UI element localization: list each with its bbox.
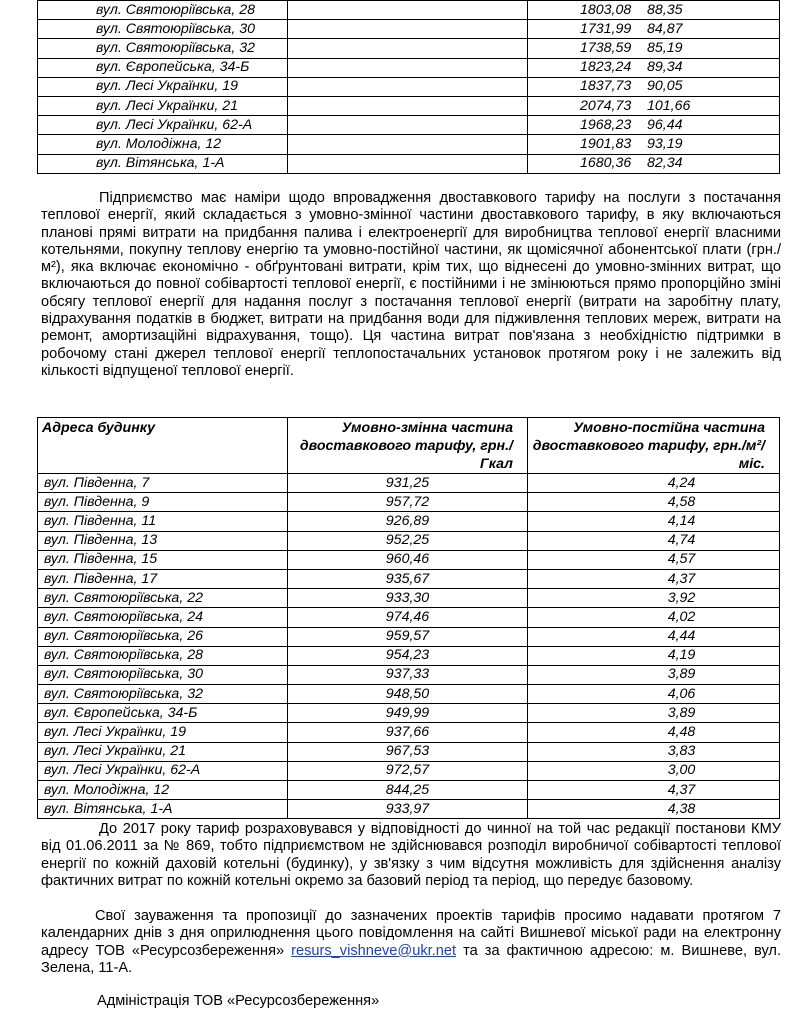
address-cell: вул. Вітянська, 1-А: [38, 800, 288, 819]
table-row: [38, 569, 780, 588]
value-cell-variable: 1731,99: [288, 20, 528, 39]
value-cell-variable: 954,23: [288, 646, 528, 665]
value-cell-variable: 952,25: [288, 531, 528, 550]
value-cell-variable: 972,57: [288, 761, 528, 780]
address-cell: вул. Святоюріївська, 30: [38, 665, 288, 684]
paragraph-text: Свої зауваження та пропозиції до зазначених проектів тарифів просимо надавати протягом 7 календарних днів з дня оприлюднення цього повідомлення на сайті Вишневої міської ради на електронну адресу ТОВ «Ресурсозбереження»: [41, 908, 781, 959]
value-cell-variable: 931,25: [288, 474, 528, 493]
table-row: [38, 96, 780, 115]
address-cell: вул. Святоюріївська, 32: [38, 39, 288, 58]
value-cell-variable: 1738,59: [288, 39, 528, 58]
value-cell-fixed: 3,92: [528, 589, 780, 608]
value-cell-fixed: 4,48: [528, 723, 780, 742]
table-row: [38, 550, 780, 569]
address-cell: вул. Молодіжна, 12: [38, 781, 288, 800]
value-cell-fixed: 4,06: [528, 685, 780, 704]
value-cell-fixed: 89,34: [528, 58, 780, 77]
value-cell-variable: 974,46: [288, 608, 528, 627]
address-cell: вул. Лесі Українки, 19: [38, 77, 288, 96]
value-cell-variable: 949,99: [288, 704, 528, 723]
value-cell-fixed: 82,34: [528, 154, 780, 173]
table-row: [38, 627, 780, 646]
address-cell: вул. Лесі Українки, 19: [38, 723, 288, 742]
tariff-table-continued: [37, 0, 780, 174]
header-variable-part: Умовно-змінна частина двоставкового тарифу, грн./Гкал: [288, 418, 528, 474]
signature: Адміністрація ТОВ «Ресурсозбереження»: [97, 993, 380, 1009]
value-cell-fixed: 101,66: [528, 96, 780, 115]
paragraph-history: [41, 821, 781, 890]
header-fixed-part: Умовно-постійна частина двоставкового тарифу, грн./м²/міс.: [528, 418, 780, 474]
address-cell: вул. Святоюріївська, 32: [38, 685, 288, 704]
address-cell: вул. Європейська, 34-Б: [38, 704, 288, 723]
address-cell: вул. Святоюріївська, 28: [38, 646, 288, 665]
table-row: [38, 761, 780, 780]
address-cell: вул. Святоюріївська, 30: [38, 20, 288, 39]
table-row: [38, 800, 780, 819]
value-cell-fixed: 3,00: [528, 761, 780, 780]
value-cell-fixed: 90,05: [528, 77, 780, 96]
address-cell: вул. Південна, 17: [38, 569, 288, 588]
paragraph-feedback: [41, 908, 781, 977]
table-row: [38, 493, 780, 512]
value-cell-fixed: 4,74: [528, 531, 780, 550]
value-cell-variable: 933,30: [288, 589, 528, 608]
value-cell-fixed: 4,37: [528, 781, 780, 800]
address-cell: вул. Святоюріївська, 22: [38, 589, 288, 608]
value-cell-fixed: 4,57: [528, 550, 780, 569]
table-row: [38, 154, 780, 173]
value-cell-fixed: 4,24: [528, 474, 780, 493]
value-cell-variable: 935,67: [288, 569, 528, 588]
table-row: [38, 531, 780, 550]
table-row: [38, 77, 780, 96]
value-cell-variable: 957,72: [288, 493, 528, 512]
table-row: [38, 135, 780, 154]
table-row: [38, 742, 780, 761]
address-cell: вул. Європейська, 34-Б: [38, 58, 288, 77]
address-cell: вул. Південна, 13: [38, 531, 288, 550]
value-cell-fixed: 85,19: [528, 39, 780, 58]
address-cell: вул. Лесі Українки, 62-А: [38, 116, 288, 135]
table-row: [38, 665, 780, 684]
value-cell-variable: 937,33: [288, 665, 528, 684]
value-cell-variable: 967,53: [288, 742, 528, 761]
address-cell: вул. Лесі Українки, 62-А: [38, 761, 288, 780]
value-cell-variable: 948,50: [288, 685, 528, 704]
table-row: [38, 20, 780, 39]
address-cell: вул. Лесі Українки, 21: [38, 96, 288, 115]
value-cell-variable: 926,89: [288, 512, 528, 531]
value-cell-fixed: 3,89: [528, 704, 780, 723]
value-cell-variable: 1823,24: [288, 58, 528, 77]
paragraph-two-part-tariff: [41, 190, 781, 380]
value-cell-fixed: 3,89: [528, 665, 780, 684]
two-part-tariff-table: [37, 417, 780, 819]
value-cell-variable: 1803,08: [288, 1, 528, 20]
table-row: [38, 116, 780, 135]
table-header-row: [38, 418, 780, 474]
table-row: [38, 39, 780, 58]
address-cell: вул. Південна, 15: [38, 550, 288, 569]
table-row: [38, 685, 780, 704]
value-cell-variable: 1837,73: [288, 77, 528, 96]
table-row: [38, 1, 780, 20]
value-cell-fixed: 4,19: [528, 646, 780, 665]
value-cell-fixed: 4,14: [528, 512, 780, 531]
value-cell-variable: 937,66: [288, 723, 528, 742]
value-cell-fixed: 88,35: [528, 1, 780, 20]
value-cell-variable: 933,97: [288, 800, 528, 819]
address-cell: вул. Південна, 11: [38, 512, 288, 531]
value-cell-variable: 960,46: [288, 550, 528, 569]
table-row: [38, 589, 780, 608]
value-cell-variable: 1680,36: [288, 154, 528, 173]
value-cell-fixed: 96,44: [528, 116, 780, 135]
value-cell-fixed: 4,38: [528, 800, 780, 819]
paragraph-text-end: та за фактичною адресою: м. Вишневе, вул. Зелена, 11-А.: [41, 942, 782, 976]
value-cell-fixed: 3,83: [528, 742, 780, 761]
paragraph-text: Підприємство має наміри щодо впровадження двоставкового тарифу на послуги з постачання теплової енергії, який складається з умовно-змінної частини двоставкового тарифу, в яку включаються планові прямі витрати на придбання палива і електроенергії для виробництва теплової енергії власними котельнями, покупну теплову енергію та умовно-постійної частини, як щомісячної абонентської плати (грн./м²), яка включає економічно - обґрунтовані витрати, крім тих, що віднесені до умовно-змінних витрат, що включаються до повної собівартості теплової енергії, є постійними і не змінюються прямо пропорційно зміні обсягу теплової енергії для надання послуг з постачання теплової енергії (витрати на заробітну плату, відрахування податків в бюджет, витрати на придбання води для підживлення теплових мереж, витрати на ремонт, амортизаційні відрахування, тощо). Ця частина витрат пов'язана з необхідністю підтримки в робочому стані джерел теплової енергії теплопостачальних установок протягом року і не залежить від кількості відпущеної теплової енергії.: [41, 190, 781, 379]
address-cell: вул. Молодіжна, 12: [38, 135, 288, 154]
address-cell: вул. Лесі Українки, 21: [38, 742, 288, 761]
value-cell-fixed: 4,02: [528, 608, 780, 627]
value-cell-fixed: 84,87: [528, 20, 780, 39]
value-cell-fixed: 4,58: [528, 493, 780, 512]
table-row: [38, 646, 780, 665]
address-cell: вул. Святоюріївська, 28: [38, 1, 288, 20]
table-row: [38, 474, 780, 493]
table-row: [38, 704, 780, 723]
address-cell: вул. Святоюріївська, 24: [38, 608, 288, 627]
table-row: [38, 58, 780, 77]
email-link[interactable]: resurs_vishneve@ukr.net: [291, 942, 457, 959]
value-cell-variable: 1968,23: [288, 116, 528, 135]
value-cell-variable: 1901,83: [288, 135, 528, 154]
value-cell-variable: 959,57: [288, 627, 528, 646]
address-cell: вул. Святоюріївська, 26: [38, 627, 288, 646]
value-cell-fixed: 4,44: [528, 627, 780, 646]
header-address: Адреса будинку: [38, 418, 288, 474]
paragraph-text: До 2017 року тариф розраховувався у відповідності до чинної на той час редакції постанови КМУ від 01.06.2011 за № 869, тобто підприємством не здійснювався розподіл виробничої собівартості теплової енергії по кожній даховій котельні (будинку), у зв'язку з чим відсутня можливість для здійснення аналізу фактичних витрат по кожній котельні окремо за базовий період та період, що передує базовому.: [41, 821, 781, 889]
address-cell: вул. Вітянська, 1-А: [38, 154, 288, 173]
address-cell: вул. Південна, 9: [38, 493, 288, 512]
value-cell-fixed: 4,37: [528, 569, 780, 588]
address-cell: вул. Південна, 7: [38, 474, 288, 493]
value-cell-variable: 2074,73: [288, 96, 528, 115]
table-row: [38, 723, 780, 742]
value-cell-variable: 844,25: [288, 781, 528, 800]
table-row: [38, 608, 780, 627]
value-cell-fixed: 93,19: [528, 135, 780, 154]
table-row: [38, 512, 780, 531]
table-row: [38, 781, 780, 800]
